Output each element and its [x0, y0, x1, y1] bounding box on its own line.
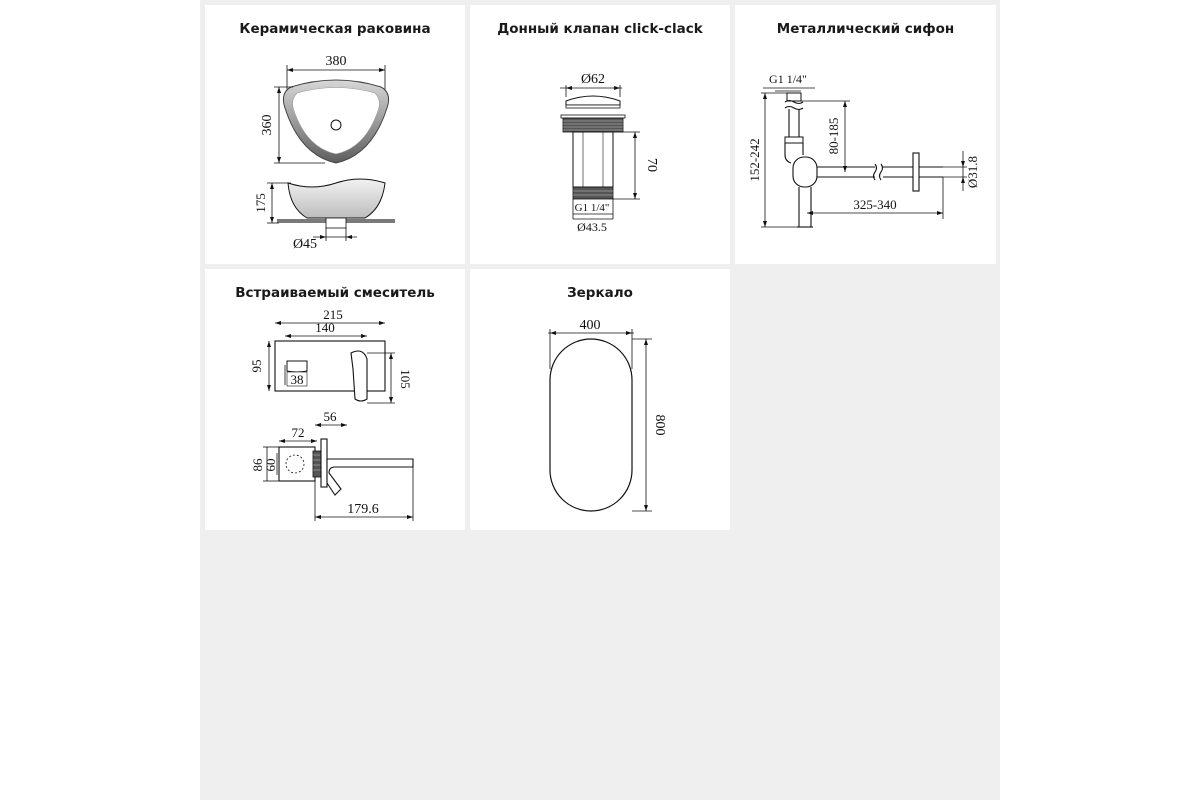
sink-drain-hole	[331, 120, 341, 130]
mirror-drawing	[470, 269, 730, 530]
dim-mirror-width: 400	[579, 318, 601, 333]
dim-mixer-depth-body: 72	[291, 425, 305, 440]
panel-metal-siphon	[735, 5, 996, 264]
dim-mixer-depth-top: 56	[323, 409, 337, 424]
dim-mirror-height: 800	[652, 414, 667, 436]
sink-drawing	[205, 5, 465, 264]
dim-mixer-body-h2: 60	[263, 458, 278, 472]
dim-sink-height: 175	[253, 193, 268, 213]
mirror-outline	[550, 339, 632, 511]
dim-siphon-length: 325-340	[853, 197, 897, 212]
mixer-handle	[287, 361, 307, 372]
panel-title: Керамическая раковина	[239, 21, 431, 37]
panel-ceramic-sink	[205, 5, 465, 264]
drain-body	[573, 132, 613, 187]
drain-flange	[561, 115, 625, 132]
dim-mixer-reach: 179.6	[347, 502, 379, 517]
panel-title: Зеркало	[567, 285, 633, 301]
siphon-bottle-trap	[793, 157, 817, 227]
sink-side-view	[288, 179, 385, 218]
mixer-spout-front	[351, 351, 367, 401]
dim-mixer-plate-width: 215	[323, 307, 343, 322]
dim-siphon-pipe: Ø31.8	[965, 155, 980, 189]
mixer-side-view	[279, 439, 413, 495]
dim-sink-width: 380	[325, 54, 347, 69]
siphon-drawing	[735, 5, 996, 264]
panel-drain-valve	[470, 5, 730, 264]
dim-mixer-body-h1: 86	[250, 458, 265, 472]
dim-mixer-height: 105	[398, 369, 413, 389]
siphon-vertical-pipe	[785, 93, 803, 163]
drain-cap	[566, 96, 620, 105]
dim-drain-body: Ø43.5	[577, 220, 607, 234]
panel-mirror	[470, 269, 730, 530]
dim-sink-drain: Ø45	[292, 237, 318, 252]
dim-drain-thread: G1 1/4"	[574, 202, 610, 214]
panel-title: Встраиваемый смеситель	[235, 285, 435, 301]
siphon-horizontal-pipe	[817, 153, 943, 191]
dim-siphon-height: 152-242	[747, 138, 762, 182]
dim-mixer-handle: 38	[290, 372, 304, 387]
dim-mixer-plate-inner: 140	[315, 320, 335, 335]
panel-title: Донный клапан click-clack	[497, 21, 703, 37]
drain-drawing	[470, 5, 730, 264]
dim-siphon-thread: G1 1/4"	[769, 72, 807, 86]
mixer-drawing	[205, 269, 465, 530]
panel-built-in-mixer	[205, 269, 465, 530]
dim-siphon-trap: 80-185	[826, 117, 841, 155]
panel-title: Металлический сифон	[776, 21, 955, 37]
dim-mixer-plate-height: 95	[249, 359, 264, 373]
dim-drain-height: 70	[644, 158, 659, 172]
dim-drain-diameter: Ø62	[580, 72, 606, 87]
dim-sink-depth: 360	[260, 114, 275, 136]
